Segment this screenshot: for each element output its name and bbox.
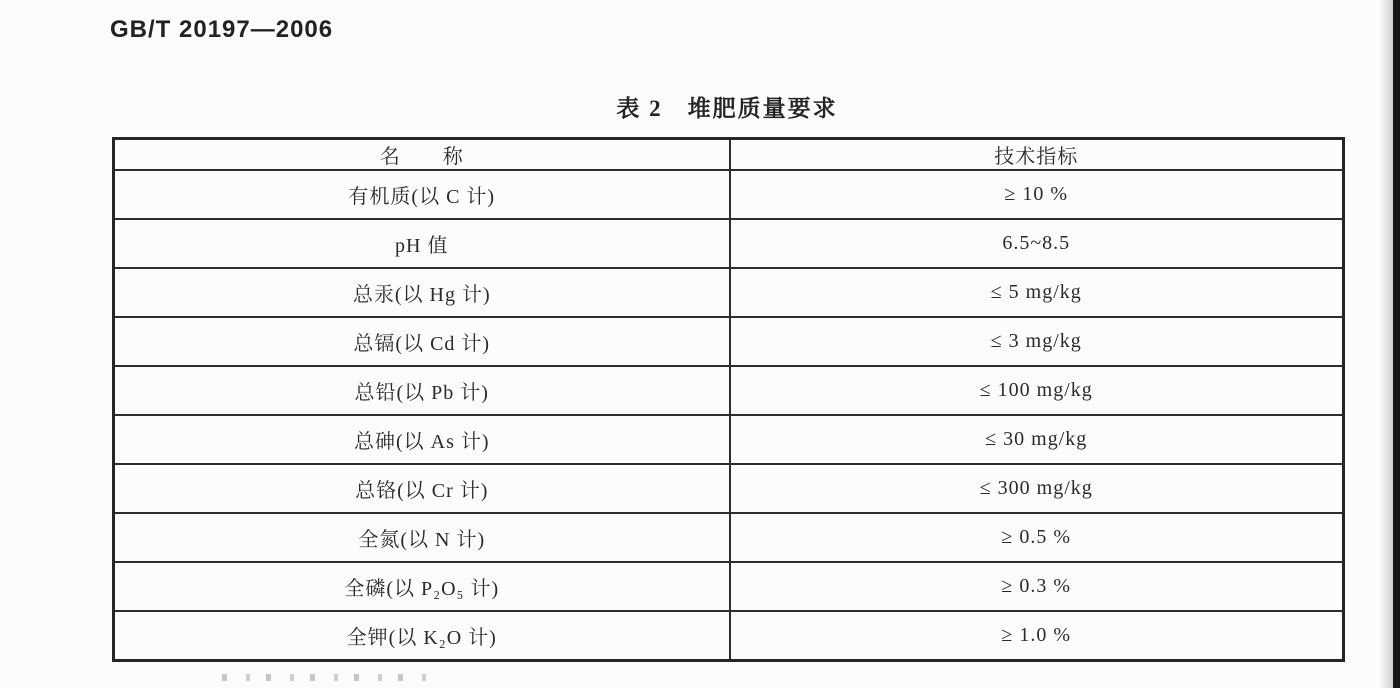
table-row xyxy=(114,611,1344,661)
parameter-name: 全磷(以 P₂O₅ 计) xyxy=(114,562,730,611)
parameter-value: ≤ 3 mg/kg xyxy=(730,317,1344,366)
parameter-name: 总汞(以 Hg 计) xyxy=(114,268,730,317)
table-row xyxy=(114,268,1344,317)
table-row xyxy=(114,415,1344,464)
parameter-name: 全氮(以 N 计) xyxy=(114,513,730,562)
table-row xyxy=(114,513,1344,562)
table-row xyxy=(114,317,1344,366)
parameter-name: 总砷(以 As 计) xyxy=(114,415,730,464)
parameter-name: 总铅(以 Pb 计) xyxy=(114,366,730,415)
scan-edge-shadow xyxy=(1379,0,1393,688)
parameter-value: 6.5~8.5 xyxy=(730,219,1344,268)
scan-edge-bar xyxy=(1393,0,1400,688)
parameter-name: 有机质(以 C 计) xyxy=(114,170,730,219)
table-row xyxy=(114,219,1344,268)
column-header-indicator: 技术指标 xyxy=(730,139,1344,171)
parameter-name: 总镉(以 Cd 计) xyxy=(114,317,730,366)
table-row xyxy=(114,562,1344,611)
parameter-value: ≤ 5 mg/kg xyxy=(730,268,1344,317)
parameter-name: pH 值 xyxy=(114,219,730,268)
table-caption: 表 2 堆肥质量要求 xyxy=(616,96,838,121)
cutoff-text-fragment xyxy=(222,674,427,681)
compost-quality-table xyxy=(112,137,1345,662)
parameter-value: ≤ 300 mg/kg xyxy=(730,464,1344,513)
table-row xyxy=(114,366,1344,415)
parameter-name: 全钾(以 K₂O 计) xyxy=(114,611,730,661)
parameter-value: ≥ 0.3 % xyxy=(730,562,1344,611)
parameter-value: ≥ 1.0 % xyxy=(730,611,1344,661)
table-row xyxy=(114,464,1344,513)
parameter-value: ≥ 0.5 % xyxy=(730,513,1344,562)
table-row xyxy=(114,170,1344,219)
parameter-value: ≤ 100 mg/kg xyxy=(730,366,1344,415)
parameter-value: ≤ 30 mg/kg xyxy=(730,415,1344,464)
parameter-name: 总铬(以 Cr 计) xyxy=(114,464,730,513)
table-header-row xyxy=(114,139,1344,171)
standard-number: GB/T 20197—2006 xyxy=(110,16,334,43)
parameter-value: ≥ 10 % xyxy=(730,170,1344,219)
column-header-name: 名 称 xyxy=(114,139,730,171)
